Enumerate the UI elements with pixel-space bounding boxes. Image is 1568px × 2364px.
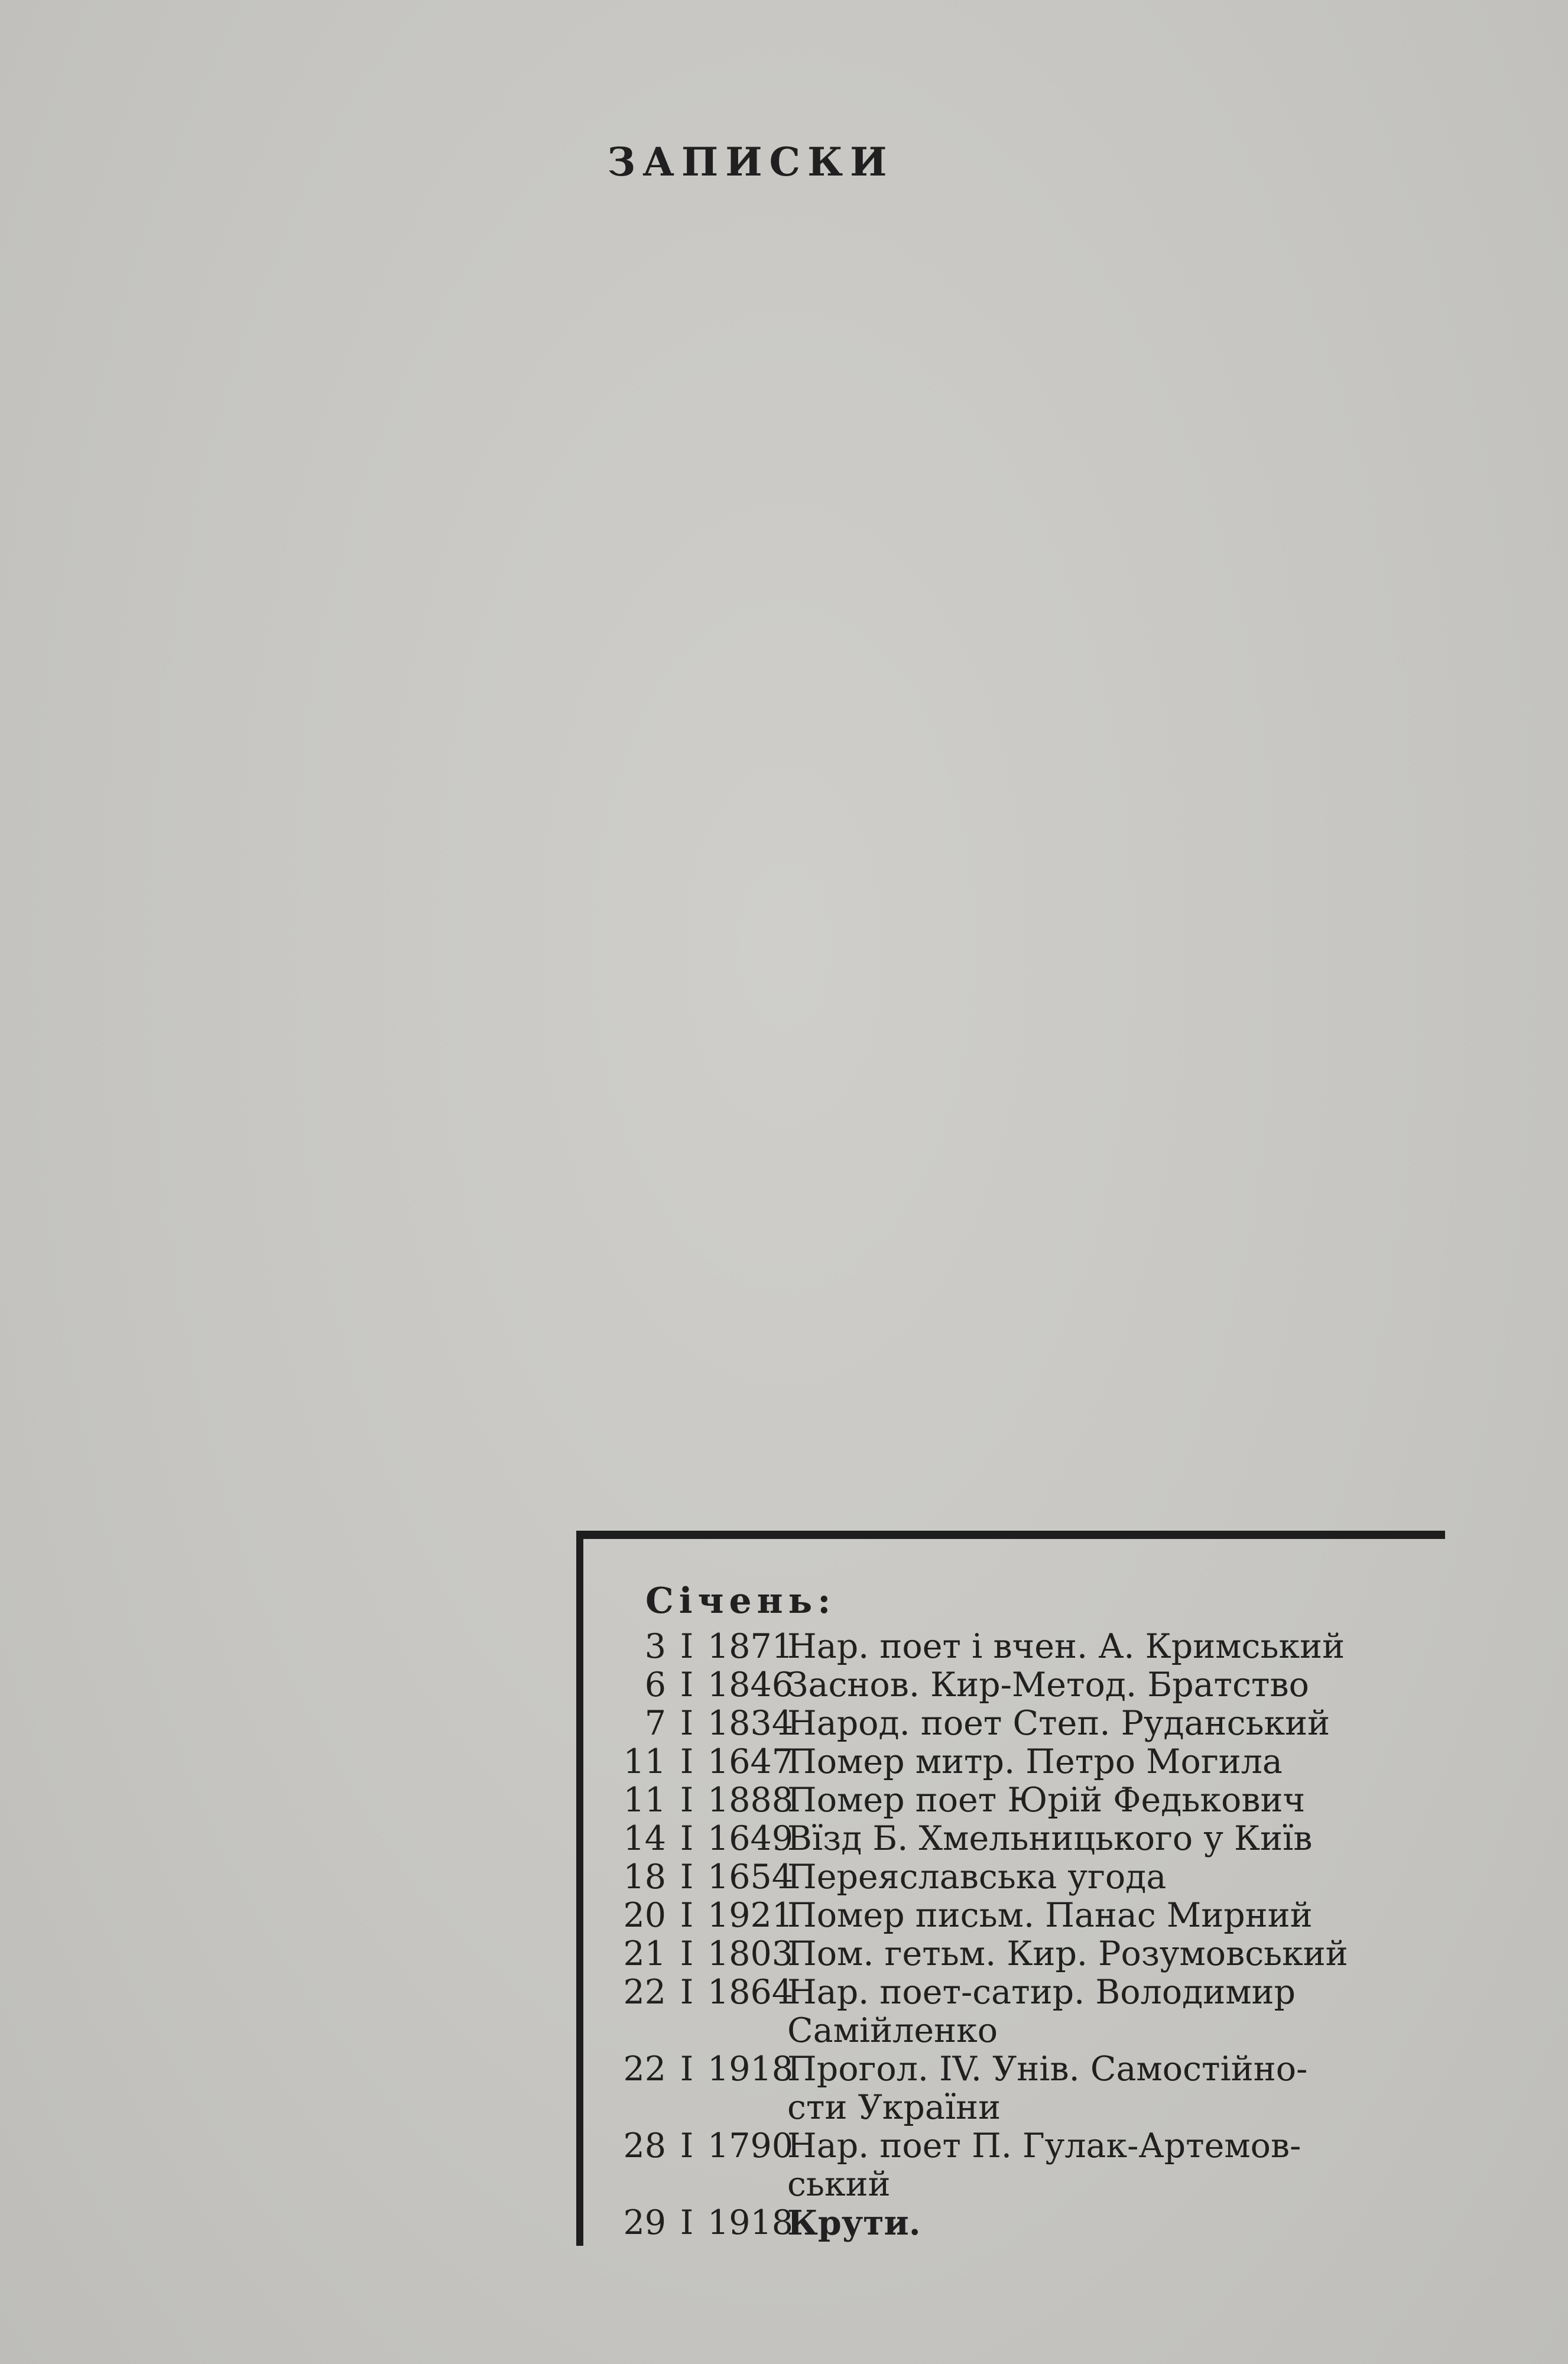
entry-day: 11 <box>623 1742 666 1781</box>
entry-month: I <box>680 1781 694 1820</box>
entry-year: 1871 <box>707 1627 794 1666</box>
entry-year: 1888 <box>707 1781 794 1820</box>
entry-event: Заснов. Кир-Метод. Братство <box>787 1665 1309 1704</box>
entry-month: I <box>680 2203 694 2242</box>
entry-day: 3 <box>644 1627 666 1666</box>
calendar-entry <box>607 1820 1446 1858</box>
entry-year: 1918 <box>707 2050 794 2089</box>
entry-event: Помер поет Юрій Федькович <box>787 1781 1306 1820</box>
entry-event-continued: Самійленко <box>787 2011 998 2050</box>
calendar-entry-continuation <box>607 2089 1446 2127</box>
entry-year: 1846 <box>707 1665 794 1704</box>
entry-day: 14 <box>623 1819 666 1858</box>
entry-event: Пом. гетьм. Кир. Розумовський <box>787 1934 1348 1973</box>
calendar-entry <box>607 2127 1446 2165</box>
calendar-entry <box>607 1973 1446 2012</box>
calendar-entry <box>607 2204 1446 2242</box>
entry-year: 1864 <box>707 1973 794 2012</box>
calendar-entry <box>607 1781 1446 1820</box>
entry-day: 6 <box>644 1665 666 1704</box>
entry-day: 29 <box>623 2203 666 2242</box>
entry-month: I <box>680 1896 694 1935</box>
entry-month: I <box>680 1858 694 1897</box>
calendar-entry <box>607 1897 1446 1935</box>
page-title: ЗАПИСКИ <box>607 139 894 185</box>
entry-year: 1790 <box>707 2126 794 2165</box>
entry-event: Вїзд Б. Хмельницького у Київ <box>787 1819 1313 1858</box>
entry-month: I <box>680 1819 694 1858</box>
entry-year: 1647 <box>707 1742 794 1781</box>
entry-day: 22 <box>623 2050 666 2089</box>
entry-month: I <box>680 1665 694 1704</box>
calendar-entry <box>607 1935 1446 1973</box>
entry-event: Народ. поет Степ. Руданський <box>787 1704 1330 1743</box>
calendar-entry <box>607 1666 1446 1704</box>
entry-year: 1921 <box>707 1896 794 1935</box>
calendar-entry <box>607 1704 1446 1743</box>
entry-event: Нар. поет П. Гулак-Артемов- <box>787 2126 1301 2165</box>
calendar-list <box>607 1628 1446 2242</box>
calendar-entry <box>607 1858 1446 1897</box>
month-label: Січень: <box>645 1580 836 1622</box>
calendar-entry <box>607 2050 1446 2089</box>
entry-month: I <box>680 1627 694 1666</box>
calendar-entry <box>607 1628 1446 1666</box>
entry-year: 1654 <box>707 1858 794 1897</box>
entry-event: Прогол. IV. Унів. Самостійно- <box>787 2050 1308 2089</box>
entry-day: 7 <box>644 1704 666 1743</box>
entry-day: 18 <box>623 1858 666 1897</box>
calendar-entry <box>607 1743 1446 1781</box>
entry-day: 28 <box>623 2126 666 2165</box>
entry-day: 11 <box>623 1781 666 1820</box>
entry-year: 1918 <box>707 2203 794 2242</box>
entry-event-continued: сти України <box>787 2088 1001 2127</box>
entry-year: 1834 <box>707 1704 794 1743</box>
entry-day: 22 <box>623 1973 666 2012</box>
entry-event: Крути. <box>787 2203 921 2243</box>
entry-year: 1803 <box>707 1934 794 1973</box>
entry-month: I <box>680 1742 694 1781</box>
entry-day: 21 <box>623 1934 666 1973</box>
entry-month: I <box>680 2050 694 2089</box>
entry-event: Помер письм. Панас Мирний <box>787 1896 1313 1935</box>
entry-year: 1649 <box>707 1819 794 1858</box>
calendar-entry-continuation <box>607 2012 1446 2050</box>
entry-event: Помер митр. Петро Могила <box>787 1742 1283 1781</box>
entry-day: 20 <box>623 1896 666 1935</box>
entry-event: Переяславська угода <box>787 1858 1167 1897</box>
entry-event: Нар. поет і вчен. А. Кримський <box>787 1627 1345 1666</box>
entry-month: I <box>680 1704 694 1743</box>
entry-event-continued: ський <box>787 2165 891 2204</box>
calendar-box <box>576 1531 1445 2246</box>
entry-event: Нар. поет-сатир. Володимир <box>787 1973 1296 2012</box>
entry-month: I <box>680 2126 694 2165</box>
calendar-entry-continuation <box>607 2165 1446 2204</box>
entry-month: I <box>680 1934 694 1973</box>
entry-month: I <box>680 1973 694 2012</box>
